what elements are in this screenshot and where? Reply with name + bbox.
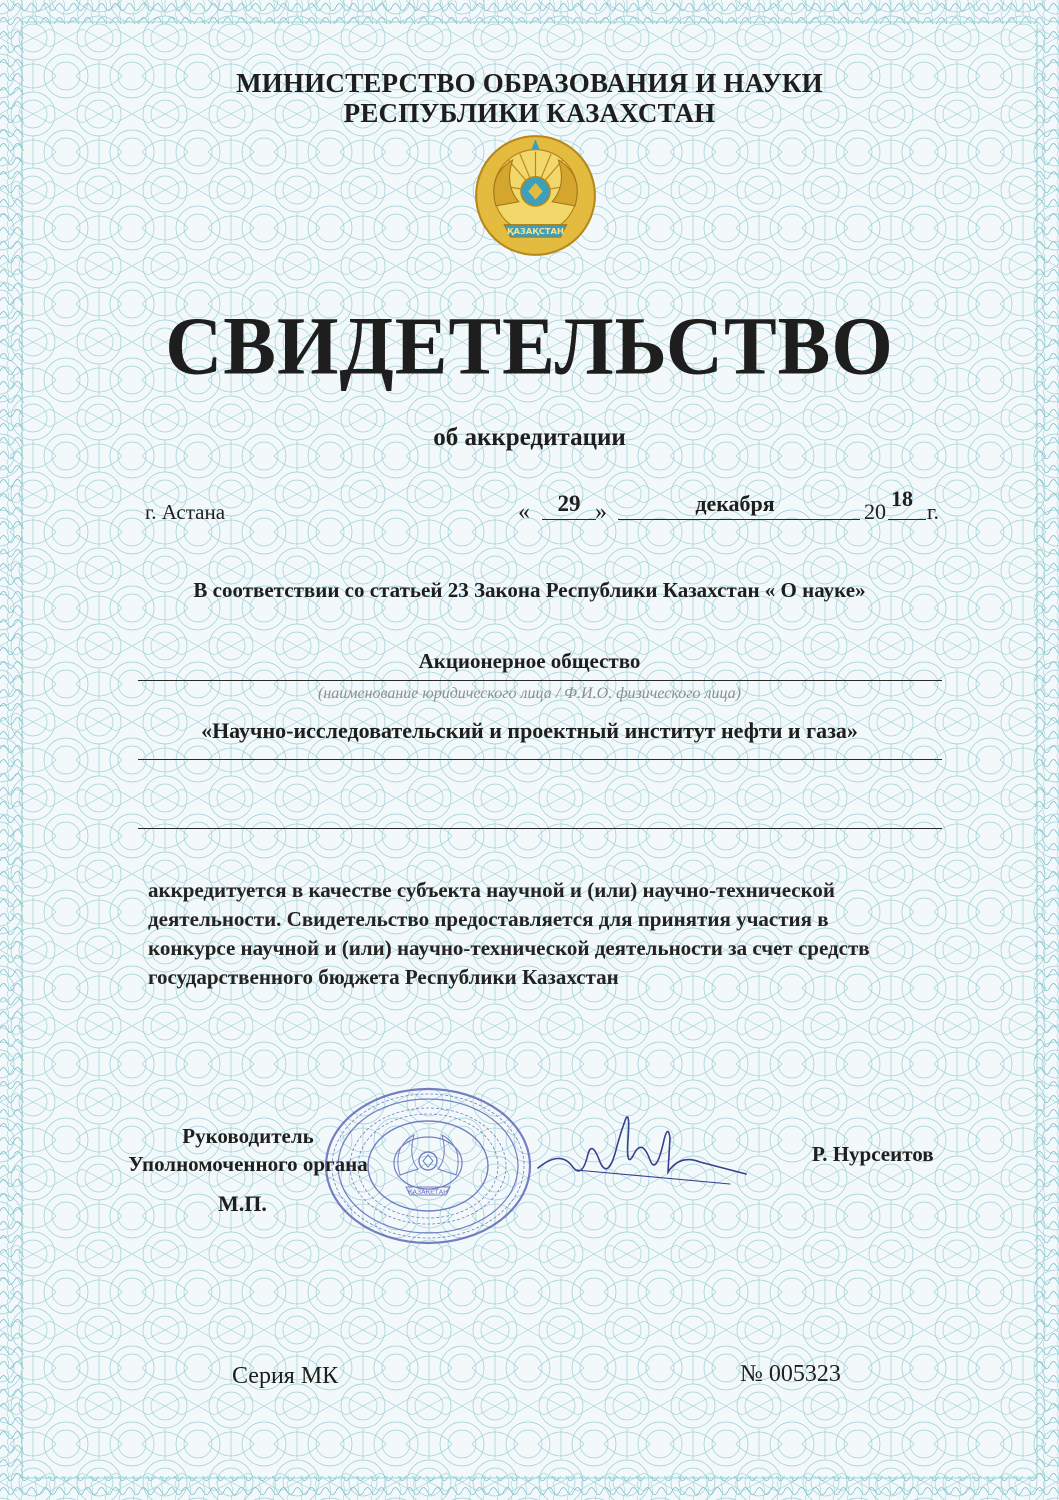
ministry-line-1: МИНИСТЕРСТВО ОБРАЗОВАНИЯ И НАУКИ (236, 68, 823, 98)
organization-type: Акционерное общество (418, 649, 641, 673)
signatory-name: Р. Нурсеитов (812, 1142, 934, 1166)
ministry-line-2: РЕСПУБЛИКИ КАЗАХСТАН (343, 98, 716, 128)
accreditation-statement (148, 876, 870, 992)
document-title: СВИДЕТЕЛЬСТВО (165, 300, 894, 393)
date-quote-open: « (518, 499, 530, 525)
organization-field-hint: (наименование юридического лица / Ф.И.О. физического лица) (318, 685, 741, 702)
statement-line-2: деятельности. Свидетельство предоставляется для принятия участия в (148, 907, 829, 931)
emblem-ribbon-text: ҚАЗАҚСТАН (507, 226, 564, 237)
signatory-role (117, 1122, 379, 1178)
seal-place-mark: М.П. (218, 1191, 267, 1216)
organization-underline-3 (138, 828, 942, 829)
certificate-series: Серия МК (232, 1363, 339, 1389)
seal-center-text: ҚАЗАҚСТАН (407, 1188, 449, 1196)
ministry-heading (0, 68, 1059, 128)
issue-city: г. Астана (145, 500, 226, 524)
date-day: 29 (557, 491, 581, 516)
date-year-prefix: 20 (864, 499, 886, 524)
date-year-suffix: 18 (891, 486, 913, 511)
signatory-role-line-1: Руководитель (182, 1124, 314, 1148)
document-subtitle: об аккредитации (433, 424, 626, 451)
state-emblem-icon (473, 133, 598, 258)
statement-line-4: государственного бюджета Республики Казахстан (148, 965, 619, 989)
law-reference: В соответствии со статьей 23 Закона Республики Казахстан « О науке» (193, 578, 866, 602)
date-quote-close: » (595, 499, 607, 525)
statement-line-3: конкурсе научной и (или) научно-технической деятельности за счет средств (148, 936, 870, 960)
statement-line-1: аккредитуется в качестве субъекта научной и (или) научно-технической (148, 878, 836, 902)
organization-name: «Научно-исследовательский и проектный институт нефти и газа» (201, 718, 858, 743)
date-year-underline (888, 519, 926, 520)
organization-underline-1 (138, 680, 942, 681)
certificate-number: № 005323 (740, 1361, 841, 1387)
signatory-role-line-2: Уполномоченного органа (128, 1152, 368, 1176)
handwritten-signature (530, 1110, 750, 1190)
date-month: декабря (695, 491, 775, 516)
organization-underline-2 (138, 759, 942, 760)
date-year-abbr: г. (927, 499, 940, 524)
date-day-underline (542, 519, 596, 520)
date-month-underline (618, 519, 860, 520)
